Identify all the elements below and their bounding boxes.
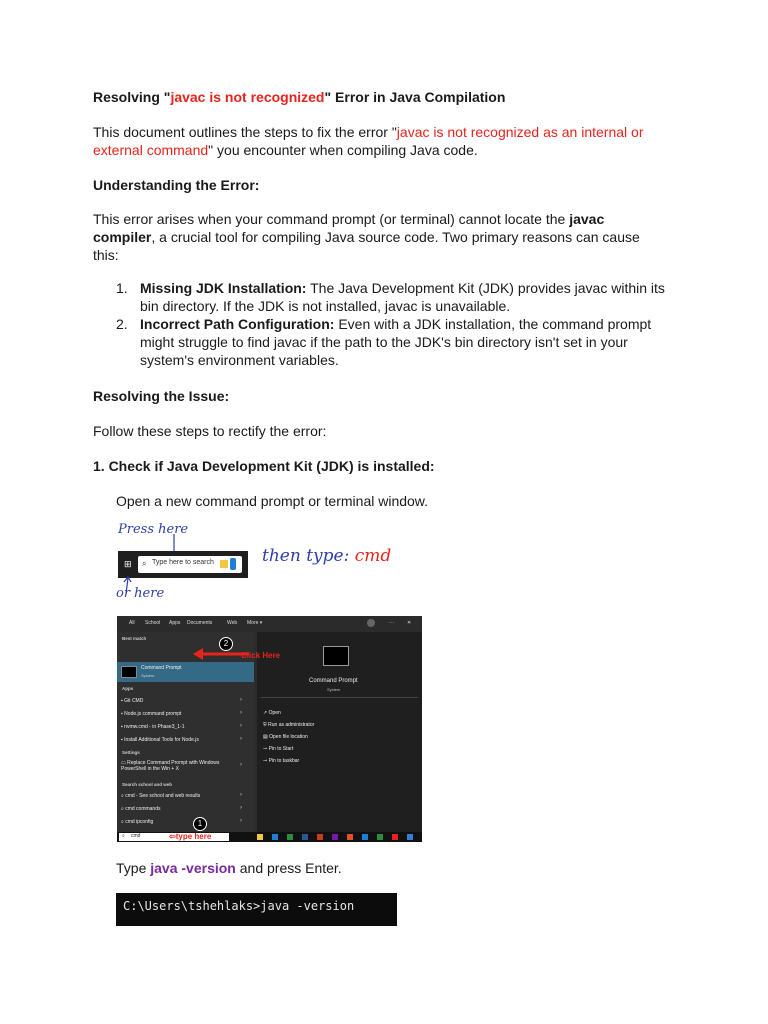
tab-all[interactable]: All [129, 620, 135, 626]
list-item[interactable]: ▪ Install Additional Tools for Node.js [121, 737, 199, 743]
chevron-right-icon[interactable]: › [240, 697, 242, 703]
web-result: cmd commands [125, 806, 161, 812]
reason-text: Even with a JDK installation, the command prompt might struggle to find javac if the path to the JDK's bin directory isn't set in your system's environment variables. [140, 316, 652, 368]
list-item[interactable]: ⌕ cmd - See school and web results [121, 793, 201, 799]
click-here-note: Click Here [241, 651, 281, 660]
word-icon[interactable] [302, 834, 308, 840]
vscode-icon[interactable] [407, 834, 413, 840]
search-value: cmd [131, 833, 141, 839]
system-label: System [141, 673, 155, 678]
tab-apps[interactable]: Apps [169, 620, 181, 626]
run-as-admin-action[interactable]: ⛨ Run as administrator [263, 722, 315, 728]
intro-error-highlight: javac is not recognized as an internal or external command [93, 124, 644, 158]
search-box[interactable] [138, 556, 242, 573]
edge-icon[interactable] [272, 834, 278, 840]
type-here-note: ⇦type here [169, 832, 212, 841]
settings-label: Settings [122, 750, 140, 755]
list-item[interactable]: ▭ Replace Command Prompt with Windows PowerShell in the Win + X [121, 760, 220, 772]
type-suffix: and press Enter. [235, 860, 342, 876]
preview-subtitle: System [327, 687, 341, 692]
then-type-text: then type: [262, 546, 350, 566]
java-version-command: java -version [150, 860, 236, 876]
chevron-right-icon[interactable]: › [240, 792, 242, 798]
error-paragraph [93, 210, 653, 264]
best-match-label: Best match [122, 636, 147, 641]
app-icon[interactable] [377, 834, 383, 840]
terminal-snippet [116, 893, 397, 926]
press-here-note: Press here [118, 522, 189, 537]
open-action[interactable]: ↗ Open [263, 710, 281, 716]
error-prefix: This error arises when your command prompt (or terminal) cannot locate the [93, 211, 570, 227]
tab-school[interactable]: School [145, 620, 161, 626]
onenote-icon[interactable] [332, 834, 338, 840]
tab-documents[interactable]: Documents [187, 620, 213, 626]
action-label: Open file location [269, 734, 308, 740]
terminal-icon [323, 646, 349, 666]
list-item[interactable]: ▪ Git CMD [121, 698, 144, 704]
cmd-note: cmd [354, 546, 392, 566]
reason-title: Incorrect Path Configuration: [140, 316, 335, 332]
search-web-label: Search school and web [122, 782, 173, 787]
title-suffix: " Error in Java Compilation [324, 89, 506, 105]
app-name: Install Additional Tools for Node.js [124, 737, 199, 743]
type-here-text: type here [175, 832, 212, 841]
folder-icon [220, 560, 228, 568]
title-prefix: Resolving " [93, 89, 171, 105]
pin-to-start-action[interactable]: ⊸ Pin to Start [263, 746, 294, 752]
app-icon [230, 558, 236, 570]
command-prompt-result[interactable] [117, 662, 254, 682]
preview-title: Command Prompt [309, 678, 358, 684]
list-item[interactable]: ⌕ cmd commands [121, 806, 161, 812]
intro-prefix: This document outlines the steps to fix the error " [93, 124, 397, 140]
taskbar [118, 551, 248, 578]
preview-pane [257, 632, 422, 832]
tab-web[interactable]: Web [227, 620, 238, 626]
chrome-icon[interactable] [347, 834, 353, 840]
terminal-icon [121, 666, 137, 678]
pin-to-taskbar-action[interactable]: ⊸ Pin to taskbar [263, 758, 300, 764]
action-label: Pin to taskbar [268, 758, 300, 764]
list-item[interactable]: ⌕ cmd ipconfig [121, 819, 154, 825]
open-file-location-action[interactable]: ▤ Open file location [263, 734, 308, 740]
then-type-note [262, 546, 391, 566]
folder-icon[interactable] [257, 834, 263, 840]
list-item [116, 315, 668, 369]
command-prompt-label: Command Prompt [141, 665, 182, 671]
step1-heading: 1. Check if Java Development Kit (JDK) is installed: [93, 458, 435, 474]
results-pane [117, 632, 254, 832]
action-label: Open [268, 710, 281, 716]
intro-suffix: " you encounter when compiling Java code. [208, 142, 478, 158]
divider [261, 697, 418, 698]
chevron-right-icon[interactable]: › [240, 762, 242, 768]
menu-taskbar [117, 832, 422, 842]
reason-text: The Java Development Kit (JDK) provides javac within its bin directory. If the JDK is not installed, javac is unavailable. [140, 280, 665, 314]
list-item[interactable]: ▪ Node.js command prompt [121, 711, 182, 717]
chevron-right-icon[interactable]: › [240, 723, 242, 729]
search-icon: ⌕ [142, 559, 147, 568]
step1-text: Open a new command prompt or terminal window. [116, 493, 429, 509]
chevron-right-icon[interactable]: › [240, 805, 242, 811]
search-placeholder: Type here to search [152, 559, 214, 566]
page-title [93, 88, 505, 106]
resolving-heading: Resolving the Issue: [93, 388, 230, 404]
chevron-right-icon[interactable]: › [240, 736, 242, 742]
apps-label: Apps [122, 686, 134, 691]
follow-text: Follow these steps to rectify the error: [93, 423, 327, 439]
menu-tab-bar [117, 616, 422, 630]
type-java-version-line [116, 859, 342, 877]
action-label: Run as administrator [268, 722, 315, 728]
chevron-right-icon[interactable]: › [240, 710, 242, 716]
search-icon: ⌕ [122, 833, 125, 839]
app-icon[interactable] [392, 834, 398, 840]
outlook-icon[interactable] [362, 834, 368, 840]
list-number: 1. [116, 280, 128, 296]
start-menu-screenshot [117, 616, 422, 842]
tab-more[interactable]: More ▾ [247, 620, 263, 626]
excel-icon[interactable] [287, 834, 293, 840]
understanding-heading: Understanding the Error: [93, 177, 260, 193]
app-name: Node.js command prompt [124, 711, 182, 717]
step-2-marker: 2 [219, 637, 233, 651]
list-number: 2. [116, 316, 128, 332]
more-options-icon[interactable]: ··· [389, 620, 394, 626]
step-1-marker: 1 [193, 817, 207, 831]
chevron-right-icon[interactable]: › [240, 818, 242, 824]
app-name: nvmw.cmd - in Phase3_1-1 [124, 724, 185, 730]
reason-title: Missing JDK Installation: [140, 280, 307, 296]
or-here-note: or here [116, 586, 165, 601]
list-item[interactable]: ▪ nvmw.cmd - in Phase3_1-1 [121, 724, 185, 730]
title-error-highlight: javac is not recognized [170, 89, 325, 105]
web-result: cmd - See school and web results [125, 793, 201, 799]
action-label: Pin to Start [268, 746, 294, 752]
powerpoint-icon[interactable] [317, 834, 323, 840]
javac-compiler-bold: javac compiler [93, 211, 605, 245]
error-suffix: , a crucial tool for compiling Java source code. Two primary reasons can cause this: [93, 229, 640, 263]
app-name: Git CMD [124, 698, 144, 704]
reasons-list [116, 279, 668, 369]
web-result: cmd ipconfig [125, 819, 154, 825]
close-icon[interactable]: ✕ [407, 620, 412, 626]
list-item [116, 279, 668, 315]
windows-icon[interactable]: ⊞ [124, 559, 132, 569]
type-prefix: Type [116, 860, 151, 876]
avatar[interactable] [367, 619, 375, 627]
terminal-command: C:\Users\tshehlaks>java -version [123, 899, 355, 913]
setting-name: Replace Command Prompt with Windows PowerShell in the Win + X [121, 760, 220, 772]
intro-paragraph [93, 123, 668, 159]
